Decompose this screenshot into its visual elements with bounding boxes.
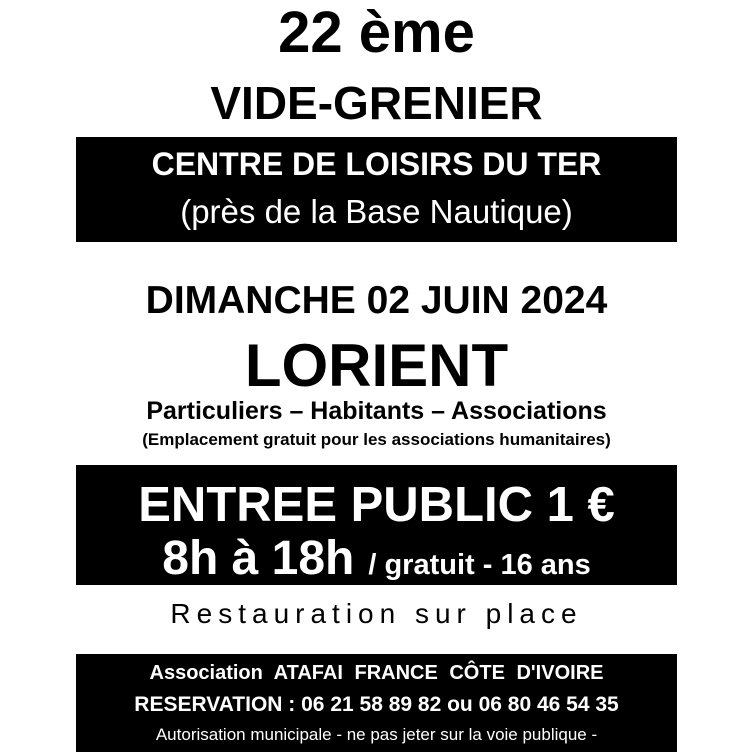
venue-name: CENTRE DE LOISIRS DU TER xyxy=(151,146,602,182)
event-title: VIDE-GRENIER xyxy=(210,77,543,129)
event-city: LORIENT xyxy=(244,332,509,399)
admission-hours-row xyxy=(76,532,677,585)
free-spot-note: (Emplacement gratuit pour les associations humanitaires) xyxy=(142,430,611,449)
venue-note: (près de la Base Nautique) xyxy=(180,193,573,230)
opening-hours: 8h à 18h xyxy=(162,532,355,585)
catering-note: Restauration sur place xyxy=(170,598,583,629)
free-under-16: / gratuit - 16 ans xyxy=(368,549,591,581)
association-name: Association ATAFAI FRANCE CÔTE D'IVOIRE xyxy=(149,662,604,684)
admission-banner xyxy=(76,465,677,585)
footer-banner xyxy=(76,654,677,752)
event-date: DIMANCHE 02 JUIN 2024 xyxy=(145,279,608,322)
audience-line: Particuliers – Habitants – Associations xyxy=(146,397,607,425)
legal-note: Autorisation municipale - ne pas jeter sur la voie publique - xyxy=(155,725,598,744)
admission-price: ENTREE PUBLIC 1 € xyxy=(138,478,615,532)
edition-heading: 22 ème xyxy=(278,0,475,65)
reservation-phones: RESERVATION : 06 21 58 89 82 ou 06 80 46 54 35 xyxy=(134,693,619,716)
venue-banner xyxy=(76,137,677,242)
